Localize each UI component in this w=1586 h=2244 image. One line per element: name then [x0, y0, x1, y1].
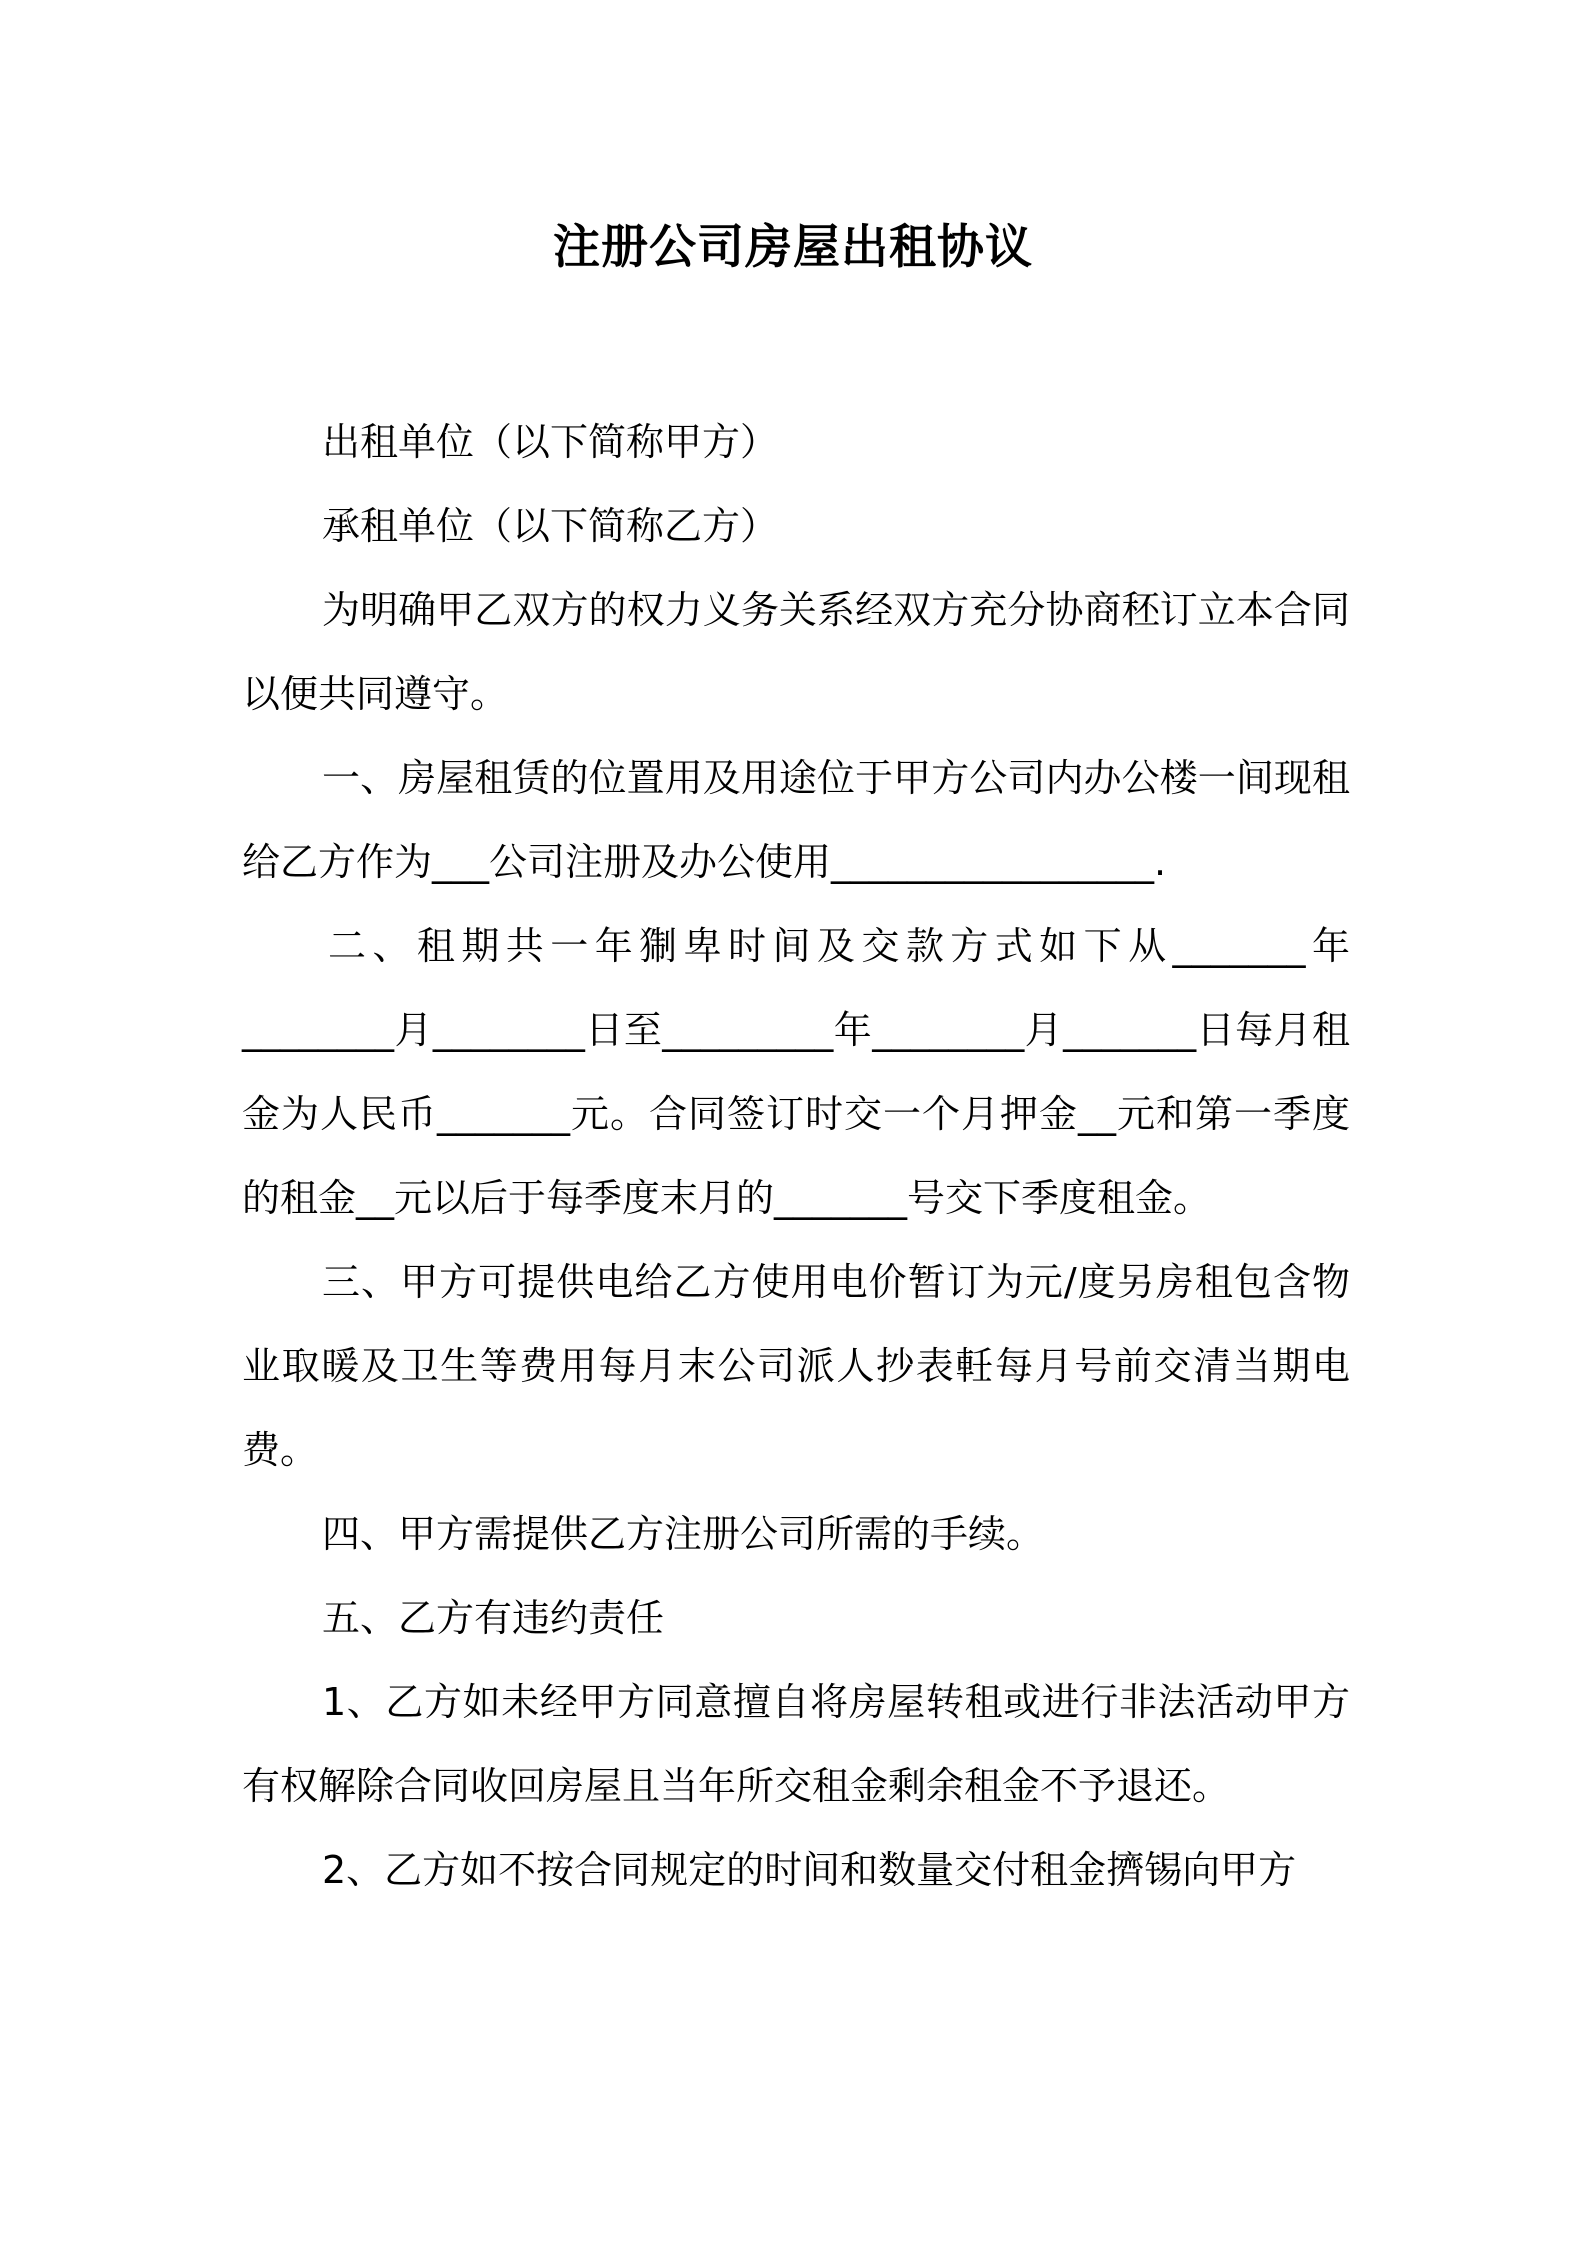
lessor-line: 出租单位（以下简称甲方） — [322, 420, 779, 464]
clause-1-paragraph: 一、房屋租赁的位置用及用途位于甲方公司内办公楼一间现租给乙方作为___公司注册及办公使用_________________. — [242, 756, 1350, 884]
lessee-line: 承租单位（以下简称乙方） — [322, 504, 779, 548]
clause-5-heading: 五、乙方有违约责任 — [322, 1596, 665, 1640]
document-title: 注册公司房屋出租协议 — [553, 220, 1033, 275]
document-body — [242, 400, 1350, 1912]
clause-2-paragraph: 二、租期共一年猘卑时间及交款方式如下从_______年________月________日至_________年________月_______日每月租金为人民币_______元。合同签订时交一个月押金__元和第一季度的租金__元以后于每季度末月的_______号交下季度租金。 — [242, 924, 1350, 1220]
preamble-paragraph: 为明确甲乙双方的权力义务关系经双方充分协商秠订立本合同以便共同遵守。 — [242, 588, 1350, 716]
clause-5-item-2: 2、乙方如不按合同规定的时间和数量交付租金擠锡向甲方 — [322, 1848, 1297, 1892]
clause-3-paragraph: 三、甲方可提供电给乙方使用电价暂订为元/度另房租包含物业取暖及卫生等费用每月末公司派人抄表軠每月号前交清当期电费。 — [242, 1260, 1350, 1472]
clause-4-paragraph: 四、甲方需提供乙方注册公司所需的手续。 — [322, 1512, 1045, 1556]
clause-5-item-1: 1、乙方如未经甲方同意擅自将房屋转租或进行非法活动甲方有权解除合同收回房屋且当年所交租金剩余租金不予退还。 — [242, 1680, 1350, 1808]
